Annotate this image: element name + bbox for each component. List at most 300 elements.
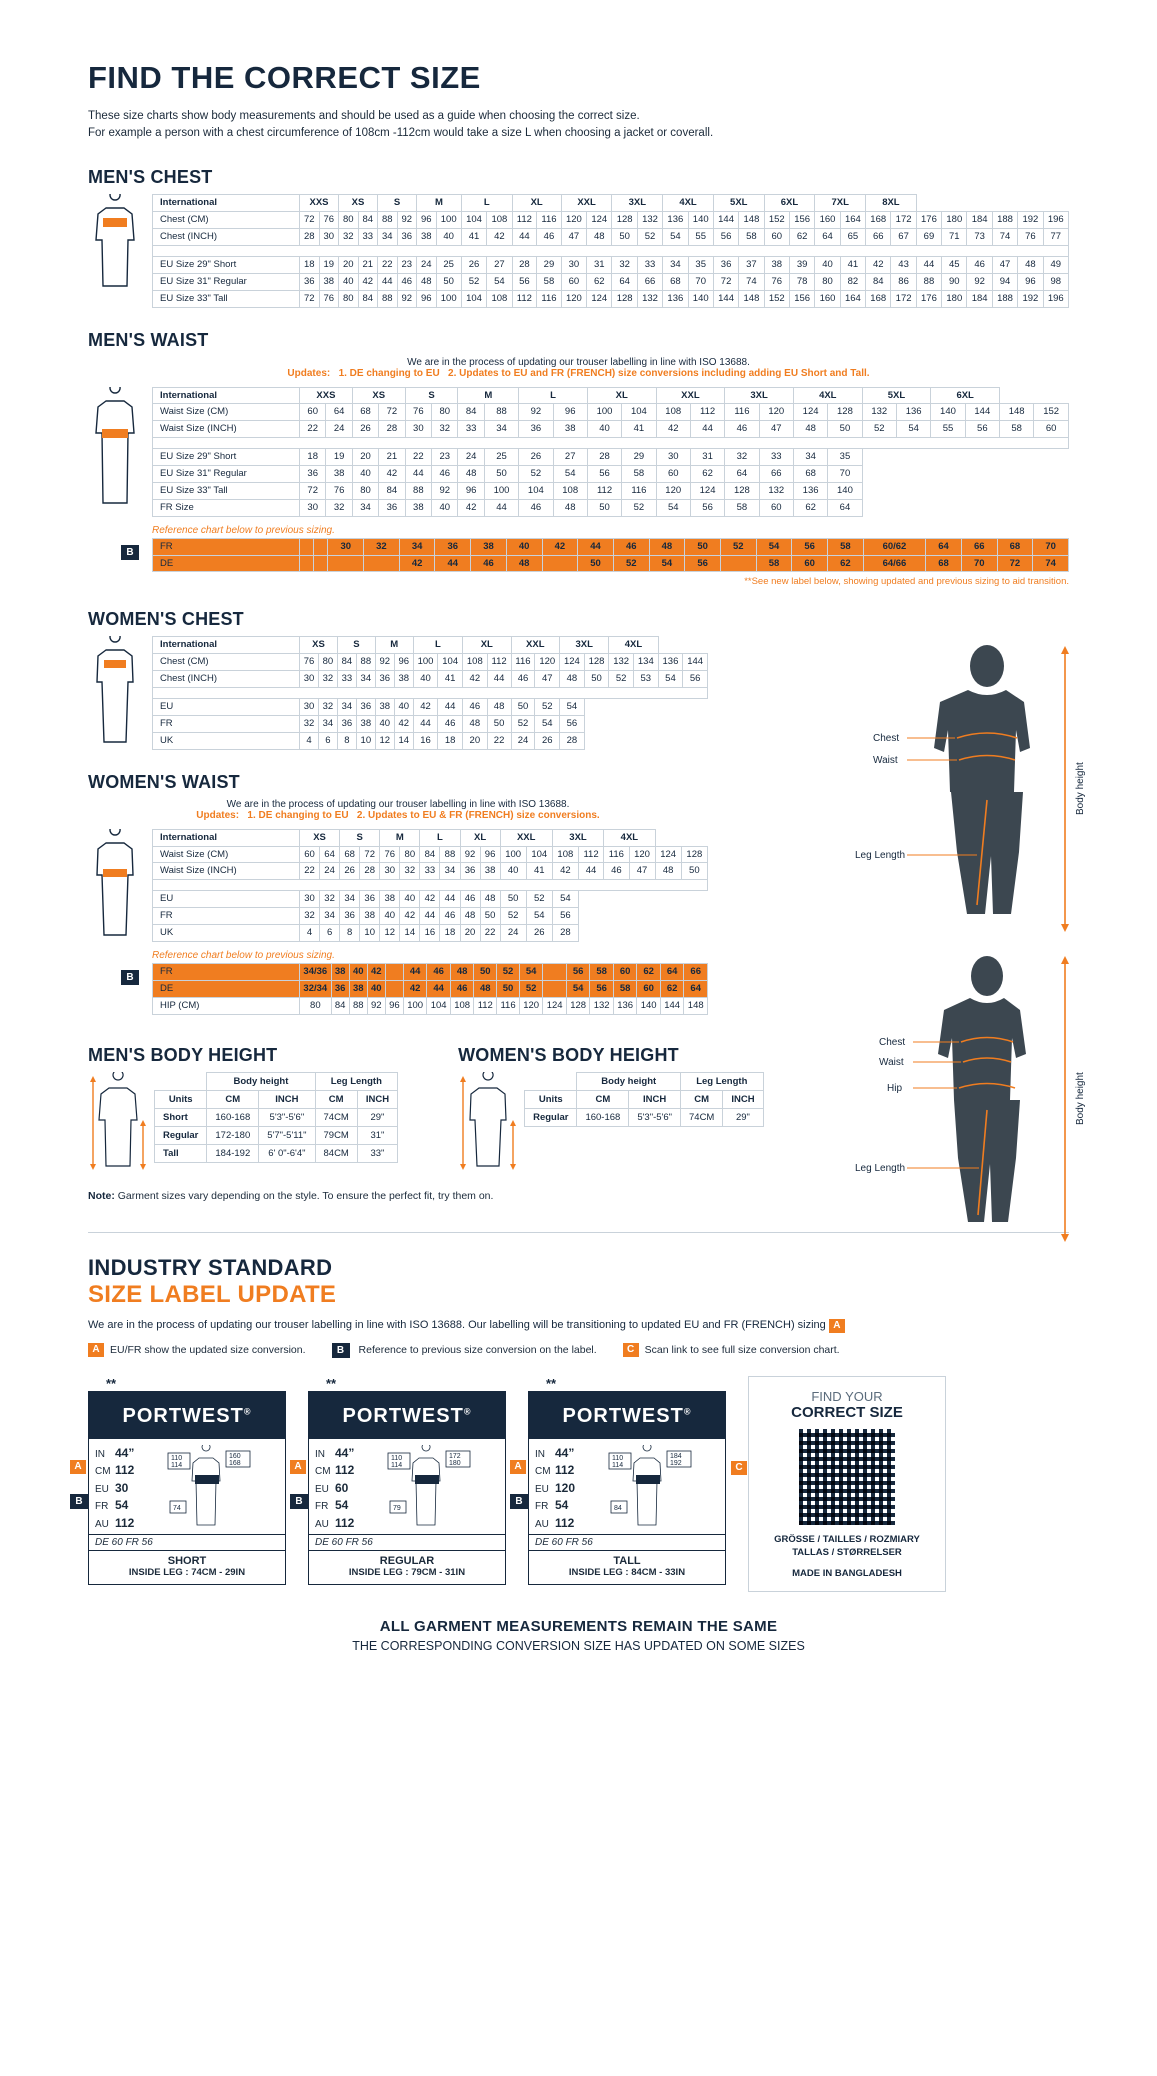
svg-text:79: 79 [393,1504,402,1512]
table-cell: 46 [460,891,480,908]
table-cell: 40 [375,715,394,732]
mens-waist-ref-note: Reference chart below to previous sizing. [152,524,335,536]
table-cell: 92 [397,290,417,307]
table-cell: 164 [840,212,865,229]
table-cell: 46 [511,671,535,688]
table-cell: 52 [497,963,520,980]
table-cell: 71 [942,229,967,246]
table-header-row [153,637,708,654]
table-row [153,466,1069,483]
col-header: XS [352,387,405,404]
label-codes [535,1445,575,1533]
label-previous-conversion: DE 60 FR 56 [89,1534,285,1550]
table-cell: 34 [356,671,375,688]
table-cell: 124 [560,654,585,671]
table-cell: 80 [300,997,332,1014]
table-cell: 28 [360,863,380,880]
table-cell: 48 [655,863,681,880]
table-cell: 52 [862,421,896,438]
table-cell [542,555,578,572]
table-cell: 148 [1000,404,1034,421]
table-cell: 50 [828,421,862,438]
table-cell: 12 [375,732,394,749]
mens-chest-figure [88,194,142,290]
col-header: XS [300,637,338,654]
table-cell: 42 [656,421,690,438]
table-cell: 136 [663,212,688,229]
table-cell: 26 [535,732,560,749]
table-cell: 76 [319,212,339,229]
table-cell: 32 [326,499,352,516]
table-cell: 104 [438,654,463,671]
table-cell: 24 [511,732,535,749]
table-cell: 60 [656,466,690,483]
table-row [153,421,1069,438]
table-cell: 77 [1043,229,1068,246]
table-cell: 168 [866,290,891,307]
table-cell: 86 [891,273,916,290]
table-row [153,654,708,671]
table-cell: 32 [320,891,340,908]
table-cell: 116 [604,846,629,863]
table-cell: 116 [622,482,656,499]
table-cell [543,963,567,980]
table-cell: 92 [375,654,394,671]
table-cell: 48 [649,538,685,555]
table-cell: 55 [931,421,965,438]
row-label: FR [153,538,300,555]
col-header: 5XL [862,387,931,404]
table-cell: 180 [942,290,967,307]
table-cell [300,555,314,572]
table-cell: 84 [337,654,356,671]
table-cell: 41 [526,863,552,880]
row-label: Short [155,1108,207,1126]
table-cell: 136 [658,654,683,671]
womens-body-height-block [458,1045,764,1172]
table-cell: 152 [764,212,789,229]
table-cell: 30 [328,538,364,555]
table-cell: 116 [725,404,759,421]
label-code-row: CM 112 [535,1463,575,1478]
label-stars: ** [326,1375,337,1391]
table-cell: 46 [438,715,463,732]
row-label: FR [153,963,300,980]
table-cell: 68 [926,555,962,572]
table-cell: 172 [891,212,916,229]
womens-chest-heading [88,609,1069,630]
table-cell: 124 [690,482,724,499]
table-cell: 44 [405,466,431,483]
col-header: 4XL [609,637,658,654]
table-cell: 184-192 [207,1144,259,1162]
table-cell: 33" [357,1144,397,1162]
table-cell [720,555,756,572]
table-cell: 46 [463,699,488,716]
table-row [155,1108,398,1126]
row-label: EU Size 33" Tall [153,482,300,499]
table-cell: 96 [1018,273,1043,290]
table-cell: 23 [432,449,458,466]
table-cell: 24 [417,256,437,273]
table-cell: 72 [713,273,738,290]
table-cell: 4 [300,732,319,749]
female-height-icon [458,1072,518,1172]
mens-waist-table [152,387,1069,517]
mens-waist-block [88,387,1069,538]
page-title: FIND THE CORRECT SIZE [88,60,481,95]
intro-line-1: These size charts show body measurements and should be used as a guide when choosing the correct size. [88,110,640,122]
table-cell [543,980,567,997]
table-cell: 88 [378,290,398,307]
col-header: 7XL [815,195,866,212]
table-cell: 108 [487,212,512,229]
table-cell: 48 [560,671,585,688]
table-cell: 50 [480,908,500,925]
row-label: EU [153,699,300,716]
table-cell: 64 [326,404,352,421]
table-cell: 80 [339,290,359,307]
group-header: Body height [577,1072,681,1090]
svg-text:114: 114 [612,1461,624,1469]
table-cell: 19 [319,256,339,273]
table-cell: 172 [891,290,916,307]
table-cell: 112 [512,212,537,229]
table-cell: 6' 0"-6'4" [259,1144,315,1162]
table-cell: 84 [866,273,891,290]
table-cell: 38 [375,699,394,716]
sub-header: CM [681,1090,723,1108]
table-cell: 124 [793,404,827,421]
table-cell: 80 [318,654,337,671]
table-cell: 104 [427,997,451,1014]
table-cell: 28 [560,732,585,749]
male-waist-icon [88,387,142,507]
table-cell: 176 [916,212,941,229]
qr-code-icon[interactable] [799,1429,895,1525]
table-cell: 40 [500,863,526,880]
table-cell: 41 [840,256,865,273]
table-row [153,499,1069,516]
col-header: M [380,829,420,846]
table-cell: 41 [622,421,656,438]
table-cell: 76 [300,654,319,671]
table-cell: 84 [420,846,440,863]
table-cell: 33 [337,671,356,688]
table-cell: 32/34 [300,980,332,997]
table-cell: 144 [713,212,738,229]
table-cell: 116 [511,654,535,671]
table-cell: 35 [688,256,713,273]
row-label: UK [153,925,300,942]
table-cell: 34 [399,538,435,555]
table-cell: 62 [660,980,684,997]
table-cell [300,538,314,555]
table-cell: 18 [440,925,460,942]
table-cell: 24 [320,863,340,880]
table-cell: 42 [358,273,378,290]
table-cell: 47 [759,421,793,438]
mens-waist-title: MEN'S WAIST [88,329,209,350]
table-cell: 160 [815,212,840,229]
table-cell: 48 [480,891,500,908]
table-cell: 56 [560,715,585,732]
row-label: Waist Size (CM) [153,846,300,863]
table-cell: 74 [739,273,764,290]
previous-size-row [153,555,1069,572]
table-cell: 30 [300,499,326,516]
table-cell: 56 [713,229,738,246]
table-cell: 120 [535,654,560,671]
table-cell: 54 [519,963,543,980]
table-cell: 156 [789,290,814,307]
table-cell: 120 [561,290,586,307]
table-cell: 27 [487,256,512,273]
table-cell: 30 [300,891,320,908]
womens-chest-title: WOMEN'S CHEST [88,609,244,630]
table-cell: 64 [926,538,962,555]
row-label: DE [153,555,300,572]
table-cell: 47 [535,671,560,688]
table-cell: 44 [440,891,460,908]
table-subheader-row [155,1090,398,1108]
table-cell: 79CM [315,1126,357,1144]
legend-text-b: Reference to previous size conversion on the label. [358,1344,597,1357]
table-cell: 31 [690,449,724,466]
b-badge: B [290,1494,308,1509]
table-header-row [155,1072,398,1090]
b-badge: B [70,1494,88,1509]
womens-waist-b-badge-wrap [88,963,142,987]
table-cell: 36 [379,499,405,516]
table-cell: 40 [352,466,378,483]
table-cell: 31 [587,256,612,273]
units-label: Units [155,1090,207,1108]
table-cell: 22 [300,863,320,880]
table-cell: 16 [420,925,440,942]
table-cell: 128 [725,482,759,499]
table-cell: 80 [339,212,359,229]
table-cell: 100 [403,997,427,1014]
svg-text:168: 168 [229,1459,242,1467]
table-cell: 58 [828,538,864,555]
table-cell: 40 [339,273,359,290]
table-row [153,229,1069,246]
row-label: Chest (CM) [153,212,300,229]
label-code-row: AU 112 [315,1515,355,1530]
table-cell: 58 [613,980,637,997]
mens-waist-orange-block [88,538,1069,588]
table-cell: 108 [463,654,488,671]
table-cell: 22 [405,449,431,466]
table-spacer [153,880,708,891]
table-cell: 24 [500,925,526,942]
table-cell: 184 [967,290,992,307]
table-cell: 25 [436,256,461,273]
row-label: FR [153,715,300,732]
table-cell: 34 [337,699,356,716]
col-header: XXL [656,387,725,404]
table-cell: 70 [1033,538,1069,555]
table-cell: 68 [663,273,688,290]
table-cell: 132 [637,212,662,229]
table-cell: 38 [764,256,789,273]
table-cell: 112 [578,846,603,863]
table-cell: 28 [300,229,320,246]
table-cell: 35 [828,449,862,466]
table-cell: 44 [690,421,724,438]
table-cell: 41 [461,229,486,246]
table-cell: 30 [656,449,690,466]
table-cell: 36 [519,421,553,438]
table-cell: 44 [578,538,614,555]
table-cell: 58 [739,229,764,246]
table-cell: 6 [320,925,340,942]
col-header: XXS [300,195,339,212]
row-label: FR Size [153,499,300,516]
table-cell: 36 [713,256,738,273]
table-cell: 36 [331,980,349,997]
col-header: 6XL [764,195,815,212]
qr-line-2: CORRECT SIZE [791,1403,903,1421]
table-cell: 64 [684,980,708,997]
table-cell: 69 [916,229,941,246]
table-cell: 48 [474,980,497,997]
table-cell: 38 [480,863,500,880]
table-cell: 48 [463,715,488,732]
col-header: XS [339,195,378,212]
table-row [153,908,708,925]
table-cell: 44 [403,963,427,980]
legend-item-c [623,1343,840,1357]
table-cell: 72 [379,404,405,421]
table-cell: 58 [590,963,614,980]
table-cell: 96 [394,654,413,671]
table-cell: 32 [318,699,337,716]
label-code-row: IN 44” [95,1445,135,1460]
table-cell: 88 [349,997,367,1014]
male-leg-label: Leg Length [855,850,906,861]
table-cell: 144 [713,290,738,307]
table-cell: 36 [340,908,360,925]
table-cell: 53 [633,671,658,688]
table-cell: 144 [965,404,999,421]
womens-waist-figure [88,829,142,939]
bottom-note-line-2: THE CORRESPONDING CONVERSION SIZE HAS UPDATED ON SOME SIZES [352,1639,805,1654]
col-header: M [375,637,413,654]
label-code-row: IN 44” [535,1445,575,1460]
male-height-label: Body height [1075,762,1086,815]
col-header: 4XL [663,195,714,212]
table-cell: 56 [965,421,999,438]
mens-waist-update-line: We are in the process of updating our trouser labelling in line with ISO 13688. [407,356,750,368]
female-leg-label: Leg Length [855,1163,906,1174]
label-code-row: IN 44” [315,1445,355,1460]
table-cell: 54 [560,699,585,716]
table-cell: 40 [380,908,400,925]
svg-text:110: 110 [171,1454,183,1462]
table-cell: 42 [458,499,484,516]
table-cell: 50 [612,229,637,246]
row-label: Regular [525,1108,577,1126]
table-cell: 22 [378,256,398,273]
legend-badge-b: B [332,1343,350,1358]
table-cell: 22 [487,732,511,749]
table-cell: 8 [340,925,360,942]
table-cell: 100 [587,404,621,421]
table-cell: 116 [537,212,562,229]
womens-chest-figure [88,636,142,746]
table-cell: 120 [759,404,793,421]
table-cell: 38 [380,891,400,908]
table-cell: 40 [432,499,458,516]
table-cell: 84 [458,404,484,421]
table-cell: 52 [500,908,526,925]
row-label: Waist Size (INCH) [153,421,300,438]
table-cell: 48 [460,908,480,925]
table-cell: 66 [961,538,997,555]
col-header: International [153,387,300,404]
male-height-icon [88,1072,148,1172]
table-cell: 38 [356,715,375,732]
table-cell: 140 [688,290,713,307]
table-cell: 56 [587,466,621,483]
row-label: Tall [155,1144,207,1162]
table-cell: 40 [349,963,367,980]
industry-intro-text: We are in the process of updating our trouser labelling in line with ISO 13688. Our labelling will be transitioning to updated EU and FR (FRENCH) sizing [88,1318,826,1331]
table-cell: 128 [612,212,637,229]
table-cell: 132 [590,997,614,1014]
col-header: 8XL [866,195,917,212]
label-previous-conversion: DE 60 FR 56 [309,1534,505,1550]
table-cell: 140 [931,404,965,421]
table-cell: 34 [378,229,398,246]
table-cell: 60 [637,980,661,997]
male-model-icon [837,640,1087,940]
table-cell: 96 [458,482,484,499]
svg-text:192: 192 [670,1459,682,1467]
table-row [153,273,1069,290]
col-header: L [519,387,588,404]
table-cell: 54 [656,499,690,516]
group-header: Leg Length [315,1072,398,1090]
table-cell: 168 [866,212,891,229]
table-cell [314,555,328,572]
table-cell: 104 [622,404,656,421]
table-cell: 46 [440,908,460,925]
mens-waist-heading [88,330,1069,351]
table-cell: 46 [427,963,451,980]
table-cell: 54 [756,538,792,555]
table-cell: 18 [300,256,320,273]
label-figure [360,1445,499,1531]
row-label: EU Size 29" Short [153,256,300,273]
table-cell: 148 [684,997,708,1014]
table-cell: 60 [764,229,789,246]
qr-card[interactable] [735,1376,946,1593]
row-label: EU [153,891,300,908]
mens-waist-previous-table [152,538,1069,573]
table-cell: 62 [637,963,661,980]
table-cell: 28 [379,421,405,438]
table-cell: 41 [438,671,463,688]
table-row [153,846,708,863]
table-cell: 100 [484,482,518,499]
table-cell: 36 [356,699,375,716]
table-cell: 144 [660,997,684,1014]
table-cell: 34 [484,421,518,438]
table-cell: 50 [578,555,614,572]
